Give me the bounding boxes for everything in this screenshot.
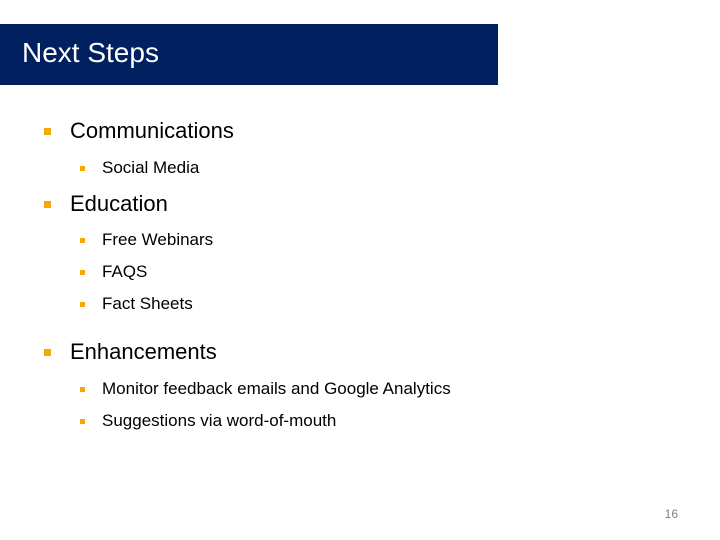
subbullet-social-media [80,158,199,178]
bullet-education [44,191,168,217]
subbullet-fact-sheets [80,294,193,314]
subbullet-suggestions [80,411,336,431]
subbullet-free-webinars [80,230,213,250]
bullet-label: Suggestions via word-of-mouth [102,411,337,430]
bullet-marker [80,387,85,392]
bullet-label: Free Webinars [102,230,214,249]
bullet-label: Social Media [102,158,200,177]
bullet-marker [44,128,51,135]
slide-title: Next Steps [22,37,159,68]
subbullet-faqs [80,262,147,282]
bullet-marker [44,349,51,356]
page-number: 16 [664,507,678,521]
bullet-label: Fact Sheets [102,294,193,313]
bullet-label: Enhancements [70,339,217,364]
bullet-marker [80,270,85,275]
bullet-marker [80,166,85,171]
bullet-marker [44,201,51,208]
bullet-label: Monitor feedback emails and Google Analytics [102,379,451,398]
bullet-communications [44,118,234,144]
bullet-marker [80,238,85,243]
bullet-label: Communications [70,118,234,143]
bullet-label: Education [70,191,168,216]
subbullet-monitor-feedback [80,379,451,399]
bullet-marker [80,302,85,307]
bullet-label: FAQS [102,262,148,281]
bullet-enhancements [44,339,217,365]
bullet-marker [80,419,85,424]
